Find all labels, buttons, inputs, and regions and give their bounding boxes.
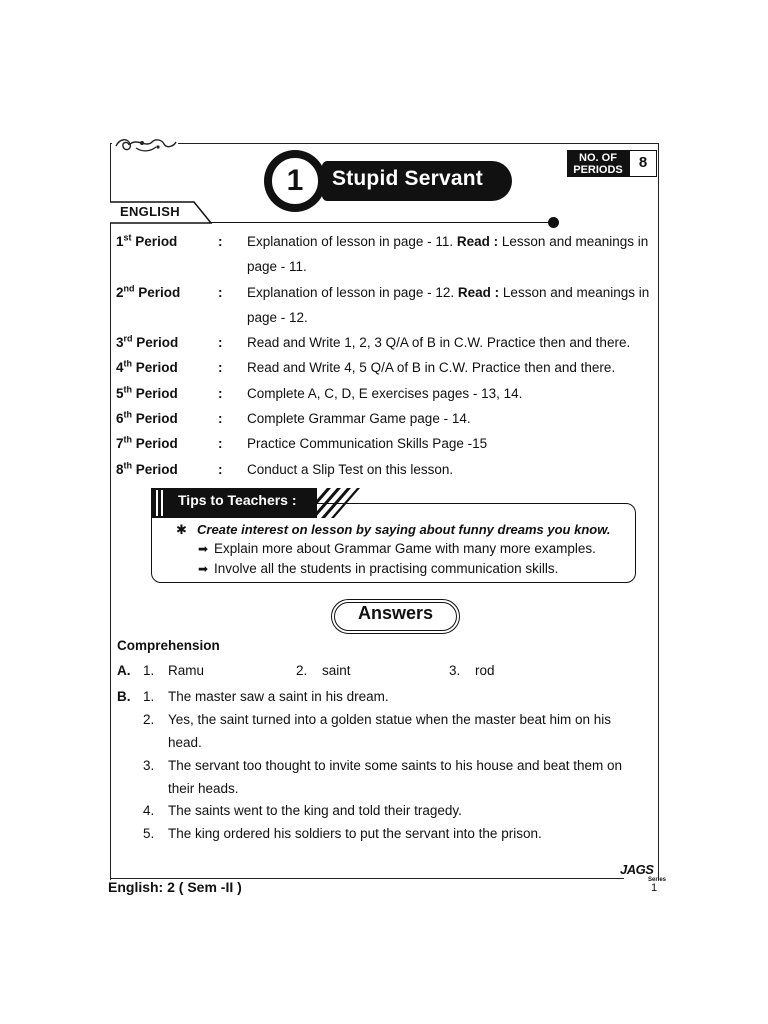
period-colon: : — [218, 234, 223, 249]
answer-number: 1. — [143, 689, 155, 704]
answer-number: 3. — [143, 758, 155, 773]
answer-number: 2. — [296, 663, 308, 678]
tips-title: Tips to Teachers : — [178, 492, 297, 508]
period-description: Complete A, C, D, E exercises pages - 13, 14. — [247, 386, 523, 401]
page-number: 1 — [651, 882, 658, 894]
period-description: Conduct a Slip Test on this lesson. — [247, 462, 454, 477]
period-description: Explanation of lesson in page - 11. Read : Lesson and meanings in page - 11. — [247, 234, 649, 274]
answer-number: 1. — [143, 663, 155, 678]
period-name: 7th Period — [116, 434, 178, 451]
answer-number: 4. — [143, 803, 155, 818]
period-description: Read and Write 4, 5 Q/A of B in C.W. Practice then and there. — [247, 360, 616, 375]
period-colon: : — [218, 335, 223, 350]
period-name: 4th Period — [116, 358, 178, 375]
answer-number: 3. — [449, 663, 461, 678]
tip-item: ➡ Explain more about Grammar Game with many more examples. — [198, 541, 596, 556]
period-description: Read and Write 1, 2, 3 Q/A of B in C.W. Practice then and there. — [247, 335, 631, 350]
periods-label-line2: PERIODS — [573, 164, 623, 176]
section-b-letter: B. — [117, 689, 131, 704]
answer-text: The servant too thought to invite some saints to his house and beat them on their heads. — [168, 758, 623, 796]
arrow-bullet-icon: ➡ — [198, 562, 209, 576]
answer-number: 5. — [143, 826, 155, 841]
periods-count: 8 — [629, 150, 657, 177]
period-colon: : — [218, 285, 223, 300]
period-description: Practice Communication Skills Page -15 — [247, 436, 488, 451]
publisher-logo-sub: Series — [648, 877, 667, 883]
arrow-bullet-icon: ➡ — [198, 542, 209, 556]
publisher-logo: JAGS — [620, 862, 654, 877]
section-a-letter: A. — [117, 663, 131, 678]
answer-text: The master saw a saint in his dream. — [168, 689, 389, 704]
period-name: 6th Period — [116, 409, 178, 426]
period-description: Complete Grammar Game page - 14. — [247, 411, 471, 426]
tip-item: ➡ Involve all the students in practising communication skills. — [198, 561, 559, 576]
period-name: 8th Period — [116, 460, 178, 477]
answer-text: rod — [475, 663, 495, 678]
comprehension-heading: Comprehension — [117, 638, 220, 653]
period-colon: : — [218, 411, 223, 426]
periods-label-line1: NO. OF — [579, 152, 617, 164]
periods-count-box — [567, 150, 657, 177]
answer-text: The saints went to the king and told their tragedy. — [168, 803, 462, 818]
chapter-title: Stupid Servant — [332, 167, 483, 190]
asterisk-bullet-icon: ✱ — [176, 522, 187, 537]
header-rule-dot-icon — [548, 217, 559, 228]
answer-text: saint — [322, 663, 351, 678]
answer-text: Yes, the saint turned into a golden statue when the master beat him on his head. — [168, 712, 612, 750]
period-description: Explanation of lesson in page - 12. Read : Lesson and meanings in page - 12. — [247, 285, 650, 325]
period-name: 3rd Period — [116, 333, 179, 350]
period-name: 5th Period — [116, 384, 178, 401]
answer-text: The king ordered his soldiers to put the servant into the prison. — [168, 826, 542, 841]
flourish-ornament-icon — [112, 134, 178, 156]
tip-main: Create interest on lesson by saying about funny dreams you know. — [197, 522, 611, 537]
answers-label: Answers — [357, 603, 434, 623]
period-name: 2nd Period — [116, 283, 181, 300]
footer-book-title: English: 2 ( Sem -II ) — [108, 879, 242, 895]
answer-number: 2. — [143, 712, 155, 727]
periods-label — [567, 150, 629, 177]
period-colon: : — [218, 462, 223, 477]
period-name: 1st Period — [116, 232, 178, 249]
subject-label: ENGLISH — [120, 204, 180, 219]
header-rule — [210, 222, 553, 223]
period-colon: : — [218, 386, 223, 401]
period-colon: : — [218, 436, 223, 451]
answer-text: Ramu — [168, 663, 205, 678]
chapter-number: 1 — [270, 156, 320, 206]
period-colon: : — [218, 360, 223, 375]
